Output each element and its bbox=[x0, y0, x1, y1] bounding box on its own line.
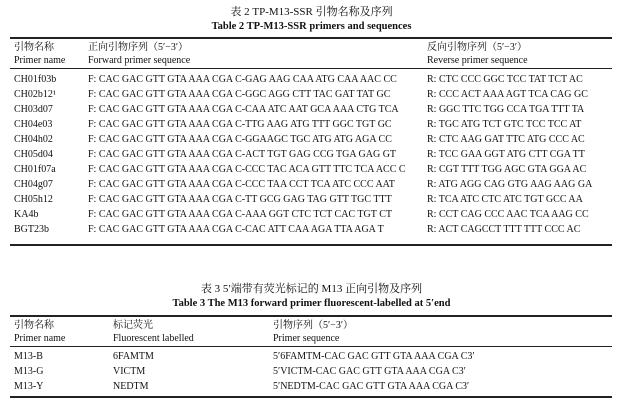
table2-header-fwd-en: Forward primer sequence bbox=[88, 55, 191, 66]
table-row bbox=[0, 224, 623, 239]
primer-name: KA4b bbox=[14, 209, 39, 220]
table-row bbox=[0, 134, 623, 149]
forward-sequence: F: CAC GAC GTT GTA AAA CGA C-GGAAGC TGC ATG ATG AGA CC bbox=[88, 134, 392, 145]
reverse-sequence: R: CTC CCC GGC TCC TAT TCT AC bbox=[427, 74, 583, 85]
table2-header-name-en: Primer name bbox=[14, 55, 66, 66]
forward-sequence: F: CAC GAC GTT GTA AAA CGA C-GAG AAG CAA ATG CAA AAC CC bbox=[88, 74, 397, 85]
table2-header-rev-cn: 反向引物序列（5′−3′） bbox=[427, 42, 528, 53]
fluorescent-label: 6FAMTM bbox=[113, 351, 154, 362]
reverse-sequence: R: CCC ACT AAA AGT TCA CAG GC bbox=[427, 89, 588, 100]
reverse-sequence: R: TCC GAA GGT ATG CTT CGA TT bbox=[427, 149, 585, 160]
table2-caption-en: Table 2 TP-M13-SSR primers and sequences bbox=[211, 21, 412, 32]
table3-header-seq-en: Primer sequence bbox=[273, 333, 340, 344]
reverse-sequence: R: CCT CAG CCC AAC TCA AAG CC bbox=[427, 209, 589, 220]
primer-sequence: 5′NEDTM-CAC GAC GTT GTA AAA CGA C3′ bbox=[273, 381, 470, 392]
forward-sequence: F: CAC GAC GTT GTA AAA CGA C-ACT TGT GAG CCG TGA GAG GT bbox=[88, 149, 397, 160]
table2-header-rev-en: Reverse primer sequence bbox=[427, 55, 528, 66]
table3-header-name-en: Primer name bbox=[14, 333, 66, 344]
forward-sequence: F: CAC GAC GTT GTA AAA CGA C-CCC TAC ACA GTT TTC TCA ACC C bbox=[88, 164, 406, 175]
forward-sequence: F: CAC GAC GTT GTA AAA CGA C-CCC TAA CCT TCA ATC CCC AAT bbox=[88, 179, 395, 190]
table2-header-rule bbox=[10, 68, 612, 69]
primer-name: M13-G bbox=[14, 366, 44, 377]
forward-sequence: F: CAC GAC GTT GTA AAA CGA C-GGC AGG CTT TAC GAT TAT GC bbox=[88, 89, 391, 100]
table-row bbox=[0, 194, 623, 209]
forward-sequence: F: CAC GAC GTT GTA AAA CGA C-AAA GGT CTC TCT CAC TGT CT bbox=[88, 209, 392, 220]
primer-name: CH01f03b bbox=[14, 74, 57, 85]
table2-bottom-rule bbox=[10, 244, 612, 246]
table-row bbox=[0, 209, 623, 224]
reverse-sequence: R: ACT CAGCCT TTT TTT CCC AC bbox=[427, 224, 581, 235]
table-row bbox=[0, 74, 623, 89]
primer-name: CH03d07 bbox=[14, 104, 53, 115]
forward-sequence: F: CAC GAC GTT GTA AAA CGA C-CAC ATT CAA AGA TTA AGA T bbox=[88, 224, 384, 235]
forward-sequence: F: CAC GAC GTT GTA AAA CGA C-CAA ATC AAT GCA AAA CTG TCA bbox=[88, 104, 399, 115]
primer-name: BGT23b bbox=[14, 224, 49, 235]
table-row bbox=[0, 104, 623, 119]
table3-header-rule bbox=[10, 346, 612, 347]
forward-sequence: F: CAC GAC GTT GTA AAA CGA C-TT GCG GAG TAG GTT TGC TTT bbox=[88, 194, 392, 205]
primer-sequence: 5′6FAMTM-CAC GAC GTT GTA AAA CGA C3′ bbox=[273, 351, 475, 362]
fluorescent-label: NEDTM bbox=[113, 381, 149, 392]
primer-name: M13-Y bbox=[14, 381, 44, 392]
primer-name: CH05d04 bbox=[14, 149, 53, 160]
table2-top-rule bbox=[10, 37, 612, 39]
table3-header-label-en: Fluorescent labelled bbox=[113, 333, 194, 344]
primer-name: CH04g07 bbox=[14, 179, 53, 190]
forward-sequence: F: CAC GAC GTT GTA AAA CGA C-TTG AAG ATG TTT GGC TGT GC bbox=[88, 119, 392, 130]
reverse-sequence: R: ATG AGG CAG GTG AAG AAG GA bbox=[427, 179, 593, 190]
table3-caption-cn: 表 3 5′端带有荧光标记的 M13 正向引物及序列 bbox=[200, 283, 423, 295]
table-row bbox=[0, 366, 623, 381]
table-row bbox=[0, 89, 623, 104]
table-row bbox=[0, 119, 623, 134]
primer-name: CH05h12 bbox=[14, 194, 53, 205]
table2-header-name-cn: 引物名称 bbox=[14, 42, 54, 53]
table3-top-rule bbox=[10, 315, 612, 317]
table2-header-fwd-cn: 正向引物序列（5′−3′） bbox=[88, 42, 189, 53]
reverse-sequence: R: TCA ATC CTC ATC TGT GCC AA bbox=[427, 194, 583, 205]
primer-name: CH01f07a bbox=[14, 164, 56, 175]
primer-name: CH04h02 bbox=[14, 134, 53, 145]
reverse-sequence: R: CTC AAG GAT TTC ATG CCC AC bbox=[427, 134, 585, 145]
table-row bbox=[0, 381, 623, 396]
table3-bottom-rule bbox=[10, 396, 612, 398]
table2-caption-cn: 表 2 TP-M13-SSR 引物名称及序列 bbox=[230, 6, 393, 18]
table3-caption-en: Table 3 The M13 forward primer fluorescent-labelled at 5′end bbox=[172, 298, 451, 309]
primer-name: CH02b12¹ bbox=[14, 89, 56, 100]
table3-header-label-cn: 标记荧光 bbox=[113, 320, 153, 331]
primer-name: CH04e03 bbox=[14, 119, 53, 130]
table3-header-seq-cn: 引物序列（5′−3′） bbox=[273, 320, 354, 331]
reverse-sequence: R: CGT TTT TGG AGC GTA GGA AC bbox=[427, 164, 587, 175]
fluorescent-label: VICTM bbox=[113, 366, 146, 377]
reverse-sequence: R: TGC ATG TCT GTC TCC TCC AT bbox=[427, 119, 582, 130]
reverse-sequence: R: GGC TTC TGG CCA TGA TTT TA bbox=[427, 104, 585, 115]
table3-header-name-cn: 引物名称 bbox=[14, 320, 54, 331]
table-row bbox=[0, 179, 623, 194]
table-row bbox=[0, 351, 623, 366]
primer-name: M13-B bbox=[14, 351, 43, 362]
table-row bbox=[0, 164, 623, 179]
primer-sequence: 5′VICTM-CAC GAC GTT GTA AAA CGA C3′ bbox=[273, 366, 466, 377]
table-row bbox=[0, 149, 623, 164]
